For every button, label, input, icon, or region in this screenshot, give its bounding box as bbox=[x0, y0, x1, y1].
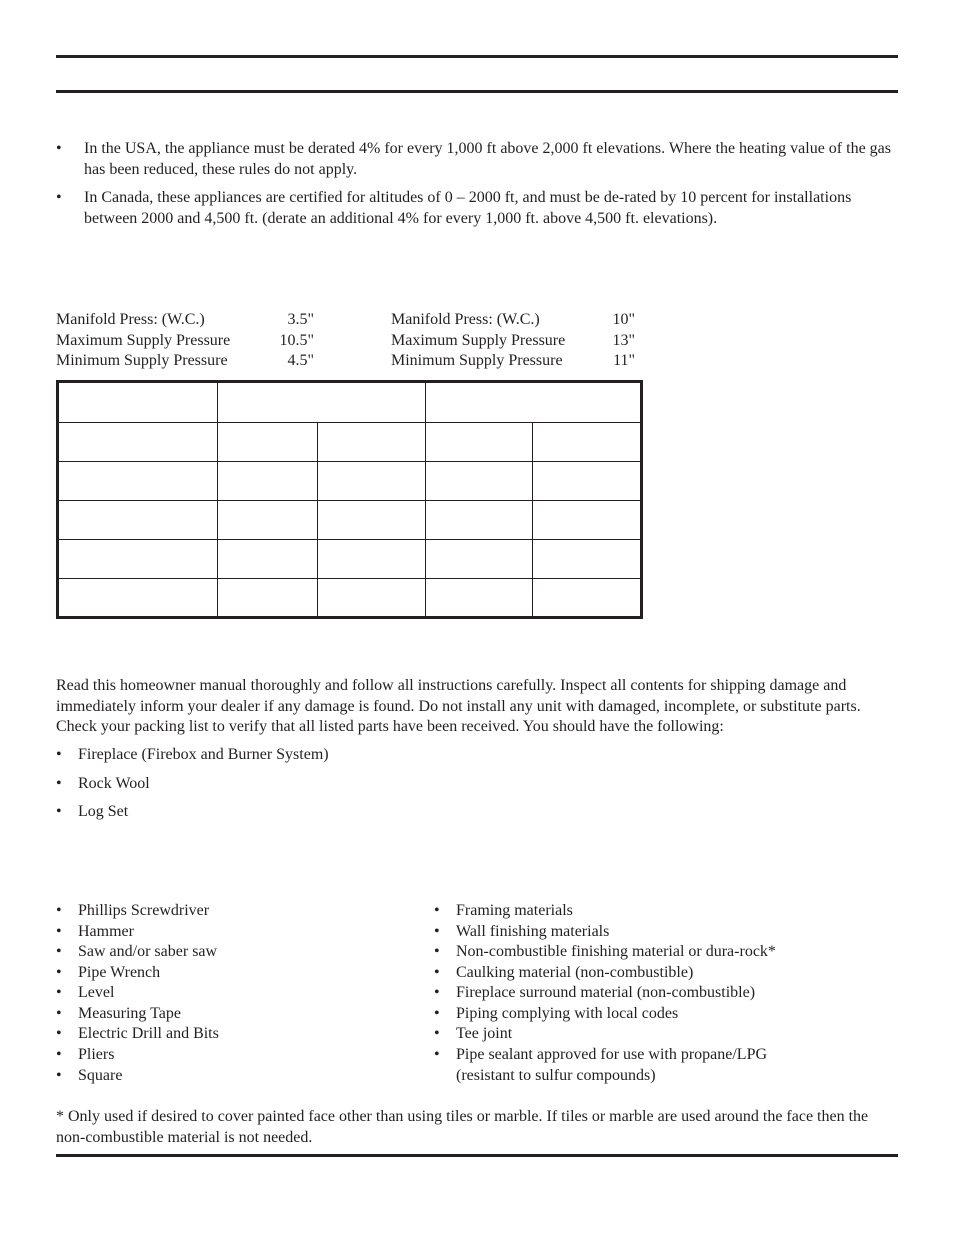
table-cell bbox=[218, 501, 318, 540]
bullet: • bbox=[56, 964, 62, 981]
bullet: • bbox=[434, 902, 440, 919]
bullet: • bbox=[56, 943, 62, 960]
contents-item bbox=[56, 774, 456, 794]
table-cell bbox=[426, 501, 533, 540]
table-row bbox=[58, 501, 642, 540]
material-item-label: Fireplace surround material (non-combustible) bbox=[456, 984, 756, 1001]
tool-item bbox=[56, 1004, 396, 1024]
altitude-note-canada-text: In Canada, these appliances are certified for altitudes of 0 – 2000 ft, and must be de-rated by 10 percent for installations between 2000 and 4,500 ft. (derate an additional 4% for every 1,000 ft. above 4,500 ft. elevations). bbox=[84, 189, 852, 227]
bullet: • bbox=[434, 923, 440, 940]
tool-item-label: Saw and/or saber saw bbox=[78, 943, 218, 960]
table-cell bbox=[426, 540, 533, 579]
table-row bbox=[58, 423, 642, 462]
bottom-rule bbox=[56, 1154, 898, 1157]
bullet: • bbox=[56, 1046, 62, 1063]
table-cell bbox=[58, 540, 218, 579]
tool-item bbox=[56, 922, 396, 942]
pressure-label: Minimum Supply Pressure bbox=[56, 352, 228, 369]
contents-item-label: Log Set bbox=[78, 803, 129, 820]
material-item bbox=[434, 942, 894, 962]
material-item bbox=[434, 922, 894, 942]
table-cell bbox=[218, 382, 426, 423]
table-cell bbox=[533, 501, 642, 540]
table-cell bbox=[58, 462, 218, 501]
pressure-label: Maximum Supply Pressure bbox=[391, 332, 566, 349]
table-cell bbox=[426, 382, 642, 423]
bullet: • bbox=[434, 1025, 440, 1042]
material-item bbox=[434, 1045, 894, 1065]
tool-item-label: Level bbox=[78, 984, 115, 1001]
contents-item bbox=[56, 745, 456, 765]
table-cell bbox=[58, 579, 218, 618]
material-item bbox=[434, 983, 894, 1003]
pressure-value: 10" bbox=[612, 311, 635, 328]
bullet: • bbox=[434, 964, 440, 981]
table-cell bbox=[58, 423, 218, 462]
table-cell bbox=[218, 462, 318, 501]
table-cell bbox=[533, 579, 642, 618]
table-cell bbox=[218, 423, 318, 462]
contents-item-label: Fireplace (Firebox and Burner System) bbox=[78, 746, 329, 763]
bullet: • bbox=[56, 803, 62, 820]
table-row bbox=[58, 579, 642, 618]
pressure-label: Manifold Press: (W.C.) bbox=[56, 311, 205, 328]
table-cell bbox=[318, 462, 426, 501]
material-item-label: Non-combustible finishing material or dura-rock* bbox=[456, 943, 776, 960]
material-item bbox=[434, 1004, 894, 1024]
material-item bbox=[434, 963, 894, 983]
altitude-note-usa-text: In the USA, the appliance must be derated 4% for every 1,000 ft above 2,000 ft elevations. Where the heating value of the gas has been reduced, these rules do not apply. bbox=[84, 140, 891, 178]
tool-item-label: Pipe Wrench bbox=[78, 964, 161, 981]
table-cell bbox=[218, 540, 318, 579]
table-cell bbox=[533, 462, 642, 501]
table-cell bbox=[426, 579, 533, 618]
tool-item bbox=[56, 1024, 396, 1044]
table-row bbox=[58, 462, 642, 501]
table-cell bbox=[318, 423, 426, 462]
tool-item bbox=[56, 901, 396, 921]
contents-item-label: Rock Wool bbox=[78, 775, 150, 792]
table-cell bbox=[426, 462, 533, 501]
bullet: • bbox=[56, 1067, 62, 1084]
pressure-right-row bbox=[391, 351, 635, 371]
pressure-left-row bbox=[56, 331, 314, 351]
bullet: • bbox=[434, 1005, 440, 1022]
tool-item bbox=[56, 983, 396, 1003]
table-row bbox=[58, 540, 642, 579]
tool-item-label: Hammer bbox=[78, 923, 134, 940]
table-cell bbox=[218, 579, 318, 618]
pressure-label: Minimum Supply Pressure bbox=[391, 352, 563, 369]
table-cell bbox=[318, 501, 426, 540]
tool-item-label: Pliers bbox=[78, 1046, 115, 1063]
table-cell bbox=[533, 540, 642, 579]
material-item bbox=[434, 1024, 894, 1044]
pressure-label: Manifold Press: (W.C.) bbox=[391, 311, 540, 328]
material-item-label: Piping complying with local codes bbox=[456, 1005, 679, 1022]
bullet: • bbox=[56, 923, 62, 940]
table-cell bbox=[318, 579, 426, 618]
bullet: • bbox=[56, 189, 62, 206]
altitude-note-usa bbox=[56, 139, 898, 180]
header-rule bbox=[56, 90, 898, 93]
table-cell bbox=[533, 423, 642, 462]
tool-item bbox=[56, 1066, 396, 1086]
material-item-label: Caulking material (non-combustible) bbox=[456, 964, 694, 981]
pressure-right-row bbox=[391, 331, 635, 351]
bullet: • bbox=[56, 902, 62, 919]
material-item-label: Tee joint bbox=[456, 1025, 513, 1042]
tool-item bbox=[56, 942, 396, 962]
top-rule bbox=[56, 55, 898, 58]
bullet: • bbox=[434, 984, 440, 1001]
table-header-row bbox=[58, 382, 642, 423]
pressure-value: 13" bbox=[612, 332, 635, 349]
table-cell bbox=[58, 382, 218, 423]
pressure-left-row bbox=[56, 351, 314, 371]
pressure-left-row bbox=[56, 310, 314, 330]
pressure-value: 4.5" bbox=[287, 352, 314, 369]
contents-item bbox=[56, 802, 456, 822]
tool-item-label: Electric Drill and Bits bbox=[78, 1025, 219, 1042]
material-item-continuation bbox=[434, 1066, 894, 1086]
pressure-value: 10.5" bbox=[279, 332, 314, 349]
material-item-label: Framing materials bbox=[456, 902, 573, 919]
footnote: * Only used if desired to cover painted face other than using tiles or marble. If tiles or marble are used around the face then the non-combustible material is not needed. bbox=[56, 1108, 869, 1146]
pressure-right-row bbox=[391, 310, 635, 330]
pressure-label: Maximum Supply Pressure bbox=[56, 332, 231, 349]
tool-item bbox=[56, 1045, 396, 1065]
material-item-label: Wall finishing materials bbox=[456, 923, 610, 940]
bullet: • bbox=[56, 1005, 62, 1022]
tool-item bbox=[56, 963, 396, 983]
table-cell bbox=[318, 540, 426, 579]
bullet: • bbox=[434, 943, 440, 960]
material-item bbox=[434, 901, 894, 921]
pressure-value: 11" bbox=[613, 352, 635, 369]
table-cell bbox=[58, 501, 218, 540]
material-item-label: (resistant to sulfur compounds) bbox=[456, 1067, 656, 1084]
bullet: • bbox=[56, 1025, 62, 1042]
tool-item-label: Square bbox=[78, 1067, 123, 1084]
tool-item-label: Phillips Screwdriver bbox=[78, 902, 210, 919]
bullet: • bbox=[56, 140, 62, 157]
material-item-label: Pipe sealant approved for use with propane/LPG bbox=[456, 1046, 768, 1063]
bullet: • bbox=[434, 1046, 440, 1063]
bullet: • bbox=[56, 984, 62, 1001]
altitude-note-canada bbox=[56, 188, 898, 229]
table-cell bbox=[426, 423, 533, 462]
bullet: • bbox=[56, 746, 62, 763]
tool-item-label: Measuring Tape bbox=[78, 1005, 181, 1022]
unpacking-paragraph: Read this homeowner manual thoroughly and follow all instructions carefully. Inspect all contents for shipping damage and immediately inform your dealer if any damage is found. Do not install any unit with damaged, incomplete, or substitute parts. Check your packing list to verify that all listed parts have been received. You should have the following: bbox=[56, 677, 861, 735]
pressure-value: 3.5" bbox=[287, 311, 314, 328]
spec-table bbox=[56, 380, 643, 619]
bullet: • bbox=[56, 775, 62, 792]
